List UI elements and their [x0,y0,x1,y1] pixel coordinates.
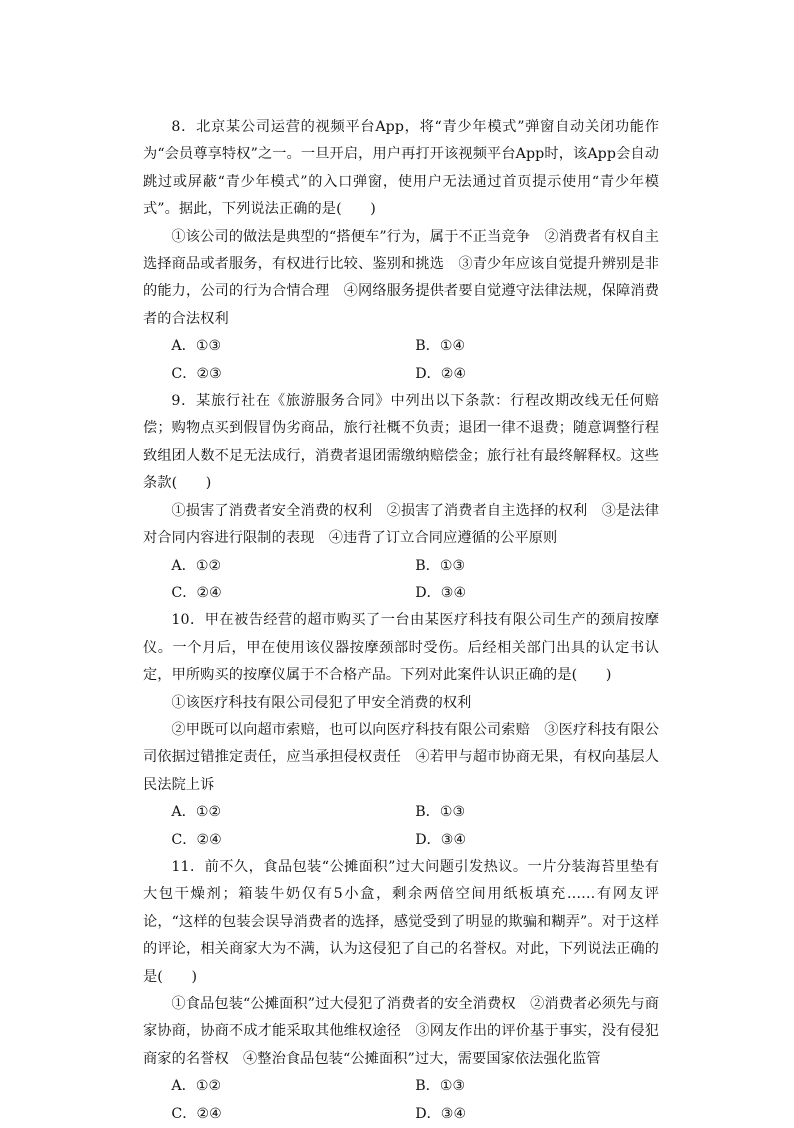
option-key: B． [415,804,440,821]
option-c[interactable] [171,1101,415,1128]
question-statements-continued: ②甲既可以向超市索赔，也可以向医疗科技有限公司索赔 ③医疗科技有限公司依据过错推定责任，应当承担侵权责任 ④若甲与超市协商无果，有权向基层人民法院上诉 [143,721,659,793]
option-b[interactable] [415,1073,659,1100]
options-row [143,1101,659,1128]
options-row [143,1073,659,1100]
option-key: A． [171,557,196,574]
options-row [143,333,659,360]
option-c[interactable] [171,580,415,607]
option-a[interactable] [171,799,415,826]
option-key: C． [171,1105,197,1122]
option-b[interactable] [415,553,659,580]
option-text: ①③ [439,1078,466,1095]
options-row [143,827,659,854]
option-key: B． [415,338,440,355]
options-row [143,799,659,826]
option-b[interactable] [415,799,659,826]
question-stem: 9．某旅行社在《旅游服务合同》中列出以下条款：行程改期改线无任何赔偿；购物点买到假冒伪劣商品，旅行社概不负责；退团一律不退费；随意调整行程致组团人数不足无法成行，消费者退团需缴纳赔偿金；旅行社有最终解释权。这些条款( ) [143,393,659,492]
option-key: A． [171,804,196,821]
question-statements: ①该医疗科技有限公司侵犯了甲安全消费的权利 [171,694,472,711]
option-key: D． [415,1105,441,1122]
question-stem: 10．甲在被告经营的超市购买了一台由某医疗科技有限公司生产的颈肩按摩仪。一个月后，甲在使用该仪器按摩颈部时受伤。后经相关部门出具的认定书认定，甲所购买的按摩仪属于不合格产品。下列对此案件认识正确的是( ) [143,612,659,684]
question-10 [143,607,659,854]
option-key: C． [171,831,197,848]
option-a[interactable] [171,333,415,360]
option-text: ②④ [196,584,222,601]
option-text: ②④ [440,365,467,382]
option-text: ②④ [196,1105,222,1122]
option-key: C． [171,584,197,601]
option-key: C． [171,365,197,382]
question-statements: ①损害了消费者安全消费的权利 ②损害了消费者自主选择的权利 ③是法律对合同内容进行限制的表现 ④违背了订立合同应遵循的公平原则 [143,502,659,547]
option-text: ③④ [440,831,467,848]
option-d[interactable] [415,361,659,388]
option-key: B． [415,557,440,574]
option-a[interactable] [171,553,415,580]
option-text: ①② [195,1078,222,1095]
option-text: ③④ [440,1105,467,1122]
option-text: ①② [195,804,222,821]
options-row [143,553,659,580]
option-text: ①③ [439,804,466,821]
option-text: ①③ [439,557,466,574]
option-text: ②④ [196,831,222,848]
option-text: ②③ [196,365,222,382]
option-key: B． [415,1078,440,1095]
option-b[interactable] [415,333,659,360]
option-key: D． [415,365,441,382]
option-d[interactable] [415,827,659,854]
option-key: A． [171,1078,196,1095]
question-8 [143,114,659,388]
option-d[interactable] [415,1101,659,1128]
option-text: ①④ [439,338,466,355]
option-d[interactable] [415,580,659,607]
options-row [143,580,659,607]
option-text: ①② [195,557,222,574]
question-stem: 11．前不久，食品包装“公摊面积”过大问题引发热议。一片分装海苔里垫有大包干燥剂；箱装牛奶仅有5小盒，剩余两倍空间用纸板填充……有网友评论，“这样的包装会误导消费者的选择，感觉受到了明显的欺骗和糊弄”。对于这样的评论，相关商家大为不满，认为这侵犯了自己的名誉权。对此，下列说法正确的是( ) [143,858,659,985]
option-c[interactable] [171,827,415,854]
option-a[interactable] [171,1073,415,1100]
question-11 [143,854,659,1128]
question-9 [143,388,659,607]
option-key: D． [415,584,441,601]
question-statements: ①食品包装“公摊面积”过大侵犯了消费者的安全消费权 ②消费者必须先与商家协商，协商不成才能采取其他维权途径 ③网友作出的评价基于事实，没有侵犯商家的名誉权 ④整治食品包装“公摊面积”过大，需要国家依法强化监管 [143,996,659,1067]
options-row [143,361,659,388]
option-text: ③④ [440,584,467,601]
question-stem: 8．北京某公司运营的视频平台App，将“青少年模式”弹窗自动关闭功能作为“会员尊享特权”之一。一旦开启，用户再打开该视频平台App时，该App会自动跳过或屏蔽“青少年模式”的入口弹窗，使用户无法通过首页提示使用“青少年模式”。据此，下列说法正确的是( ) [143,119,659,218]
option-key: D． [415,831,441,848]
option-c[interactable] [171,361,415,388]
option-key: A． [171,338,196,355]
question-statements: ①该公司的做法是典型的“搭便车”行为，属于不正当竞争 ②消费者有权自主选择商品或者服务，有权进行比较、鉴别和挑选 ③青少年应该自觉提升辨别是非的能力，公司的行为合情合理 ④网络服务提供者要自觉遵守法律法规，保障消费者的合法权利 [143,228,659,327]
option-text: ①③ [195,338,222,355]
